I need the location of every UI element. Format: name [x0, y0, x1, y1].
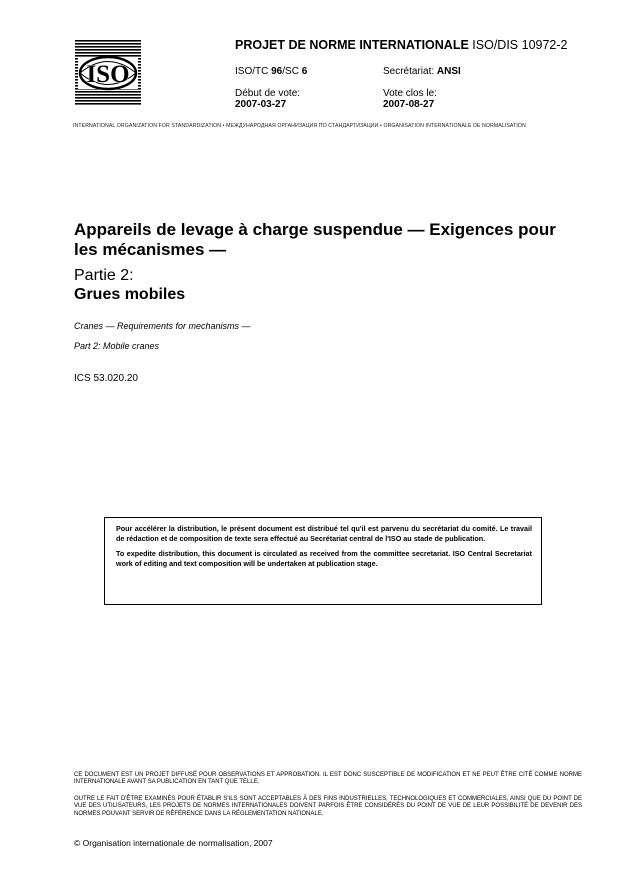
- footer-disclaimer-1: CE DOCUMENT EST UN PROJET DIFFUSÉ POUR OBSERVATIONS ET APPROBATION. IL EST DONC SUSCEPTIBLE DE MODIFICATION ET NE PEUT ÊTRE CITÉ COMME NORME INTERNATIONALE AVANT SA PUBLICATION EN TANT QUE TELLE.: [74, 772, 582, 786]
- main-title: Appareils de levage à charge suspendue — Exigences pour les mécanismes —: [74, 220, 556, 259]
- vote-end-label: Vote clos le:: [383, 88, 437, 99]
- copyright: © Organisation internationale de normalisation, 2007: [74, 838, 273, 848]
- distribution-notice: [104, 517, 542, 605]
- footer-disclaimer-2: OUTRE LE FAIT D'ÊTRE EXAMINÉS POUR ÉTABLIR S'ILS SONT ACCEPTABLES À DES FINS INDUSTRIELLES, TECHNOLOGIQUES ET COMMERCIALES, AINSI QUE DU POINT DE VUE DES UTILISATEURS, LES PROJETS DE NORMES INTERNATIONALES DOIVENT PARFOIS ÊTRE CONSIDÉRÉS DU POINT DE VUE DE LEUR POSSIBILITÉ DE DEVENIR DES NORMES POUVANT SERVIR DE RÉFÉRENCE DANS LA RÉGLEMENTATION NATIONALE.: [74, 796, 582, 817]
- header-title-bold: PROJET DE NORME INTERNATIONALE: [235, 38, 469, 52]
- iso-logo: [75, 40, 141, 106]
- english-title: Cranes — Requirements for mechanisms —: [74, 321, 251, 331]
- ics-code: ICS 53.020.20: [74, 373, 138, 384]
- notice-french: Pour accélérer la distribution, le présent document est distribué tel qu'il est parvenu du secrétariat du comité. Le travail de rédaction et de composition de texte sera effectué au Secrétariat central de l'ISO au stade de publication.: [116, 524, 532, 543]
- part-title: Grues mobiles: [74, 286, 186, 303]
- secretariat: Secrétariat: ANSI: [383, 66, 461, 77]
- vote-start-date: 2007-03-27: [235, 99, 287, 110]
- vote-start-label: Début de vote:: [235, 88, 301, 99]
- part-label: Partie 2:: [74, 267, 134, 284]
- header-title: [235, 38, 568, 52]
- english-part-title: Part 2: Mobile cranes: [74, 341, 160, 351]
- iso-logo-graphic: [75, 40, 141, 106]
- organization-line: INTERNATIONAL ORGANIZATION FOR STANDARDIZATION • МЕЖДУНАРОДНАЯ ОРГАНИЗАЦИЯ ПО СТАНДАРТИЗАЦИИ • ORGANISATION INTERNATIONALE DE NORMALISATION: [73, 123, 526, 129]
- notice-english: To expedite distribution, this document is circulated as received from the committee secretariat. ISO Central Secretariat work of editing and text composition will be undertaken at publication stage.: [116, 549, 532, 568]
- committee-ref: ISO/TC 96/SC 6: [235, 66, 308, 77]
- vote-end-date: 2007-08-27: [383, 99, 435, 110]
- iso-logo-text: ISO: [86, 61, 130, 88]
- header-doc-ref: ISO/DIS 10972-2: [472, 38, 568, 52]
